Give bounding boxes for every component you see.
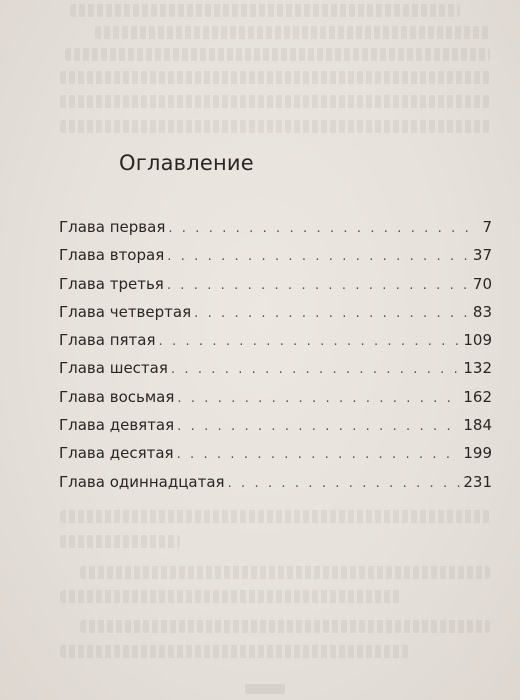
bleed-through-line [60,645,410,658]
bleed-through-line [60,120,490,133]
bleed-through-line [70,4,460,17]
toc-entry-page: 231 [463,472,492,491]
toc-entry-title: Глава третья [59,274,164,293]
toc-entry[interactable] [59,359,492,387]
toc-leader-dots [228,476,461,491]
toc-leader-dots [177,447,461,462]
toc-entry[interactable] [59,275,492,303]
toc-entry[interactable] [59,388,492,416]
toc-entry-title: Глава шестая [59,359,168,378]
toc-entry-title: Глава вторая [59,246,165,265]
toc-entry-page: 83 [472,302,492,321]
toc-entry-title: Глава четвертая [59,302,192,321]
toc-entry-title: Глава первая [59,218,166,236]
bleed-through-line [80,620,490,633]
toc-leader-dots [167,249,470,264]
toc-entry[interactable] [59,416,492,444]
bleed-through-page-number [245,684,285,694]
toc-entry-title: Глава пятая [59,331,156,350]
toc-entry[interactable] [59,218,492,246]
toc-entry-title: Глава одиннадцатая [59,472,225,491]
toc-entry-page: 37 [472,246,492,265]
toc-entry-page: 199 [463,444,492,463]
bleed-through-line [60,95,490,108]
bleed-through-line [95,26,490,39]
toc-entry-page: 184 [463,416,492,435]
toc-entry-title: Глава десятая [59,444,174,463]
toc-entry[interactable] [59,444,492,472]
toc-entry-page: 109 [463,331,492,350]
toc-entry-title: Глава девятая [59,416,175,435]
toc-leader-dots [177,419,460,434]
toc-entry[interactable] [59,303,492,331]
bleed-through-line [60,535,180,548]
bleed-through-line [80,566,490,579]
bleed-through-line [60,510,490,523]
table-of-contents [59,218,492,501]
toc-leader-dots [177,391,460,406]
toc-entry-page: 162 [463,387,492,406]
toc-leader-dots [194,306,470,321]
toc-entry-title: Глава восьмая [59,387,175,406]
toc-entry-page: 70 [472,274,492,293]
toc-entry[interactable] [59,473,492,501]
toc-entry[interactable] [59,246,492,274]
bleed-through-line [60,590,400,603]
toc-entry[interactable] [59,331,492,359]
toc-leader-dots [167,278,470,293]
toc-heading: Оглавление [119,151,254,175]
toc-leader-dots [168,221,479,236]
toc-leader-dots [159,334,461,349]
bleed-through-line [60,71,490,84]
toc-entry-page: 7 [482,218,492,236]
toc-entry-page: 132 [463,359,492,378]
bleed-through-line [65,48,490,61]
toc-leader-dots [171,362,460,377]
